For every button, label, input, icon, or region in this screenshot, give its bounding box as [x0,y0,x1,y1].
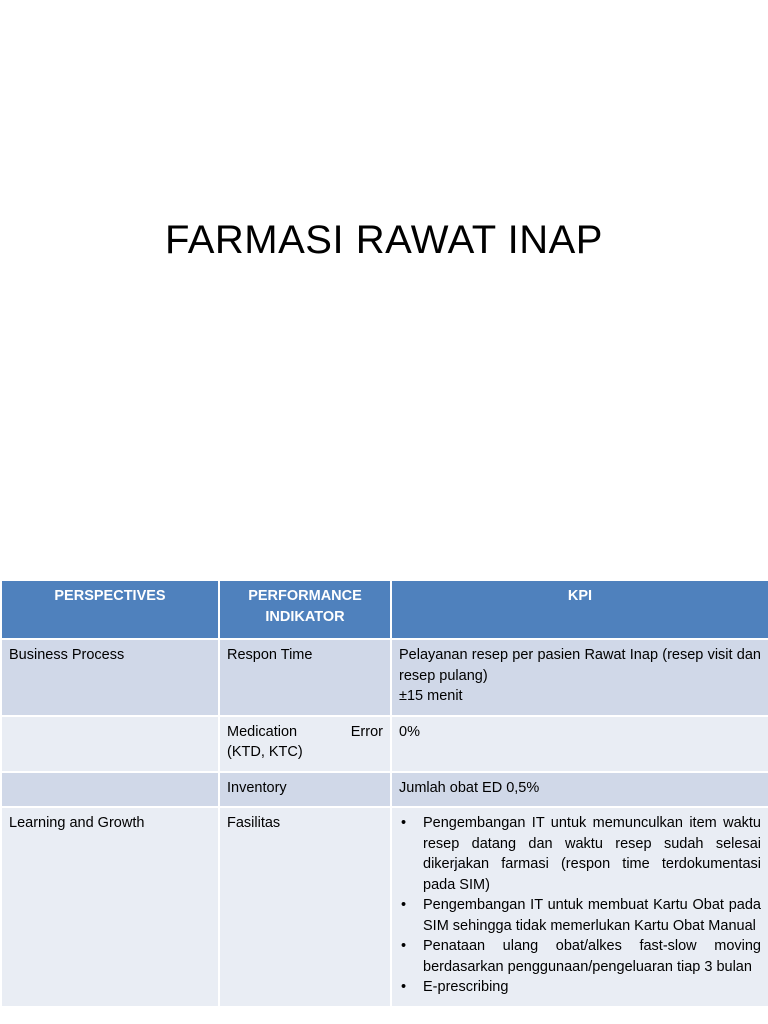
table-row [1,716,768,772]
kpi-bullet-item: • E-prescribing [423,977,761,998]
kpi-bullet-item: • Penataan ulang obat/alkes fast-slow moving berdasarkan penggunaan/pengeluaran tiap 3 bulan [423,936,761,977]
perspective-cell [1,772,219,808]
kpi-bullet-item: • Pengembangan IT untuk membuat Kartu Obat pada SIM sehingga tidak memerlukan Kartu Obat Manual [423,895,761,936]
perspective-cell: Learning and Growth [1,807,219,1007]
kpi-cell: 0% [391,716,768,772]
header-performance-indikator: PERFORMANCE INDIKATOR [219,580,391,639]
indicator-cell: Inventory [219,772,391,808]
header-perspectives: PERSPECTIVES [1,580,219,639]
indicator-word: Medication [227,723,298,740]
indicator-line1 [227,722,383,743]
table-row [1,807,768,1007]
kpi-table [0,579,768,1008]
kpi-cell [391,807,768,1007]
indicator-cell [219,716,391,772]
page-title: FARMASI RAWAT INAP [165,218,603,262]
kpi-bullet-item: • Pengembangan IT untuk memunculkan item waktu resep datang dan waktu resep sudah selesai dikerjakan farmasi (respon time terdokumentasi pada SIM) [423,813,761,895]
kpi-bullet-list [399,813,761,998]
indicator-cell: Respon Time [219,639,391,716]
kpi-target: ±15 menit [399,688,463,704]
kpi-text: Pelayanan resep per pasien Rawat Inap (resep visit dan resep pulang) [399,647,761,684]
kpi-cell: Jumlah obat ED 0,5% [391,772,768,808]
kpi-cell [391,639,768,716]
table-row [1,772,768,808]
table-header-row [1,580,768,639]
perspective-cell [1,716,219,772]
header-kpi: KPI [391,580,768,639]
perspective-cell: Business Process [1,639,219,716]
indicator-word: Error [350,723,383,740]
table-row [1,639,768,716]
indicator-cell: Fasilitas [219,807,391,1007]
indicator-line2: (KTD, KTC) [227,744,303,760]
